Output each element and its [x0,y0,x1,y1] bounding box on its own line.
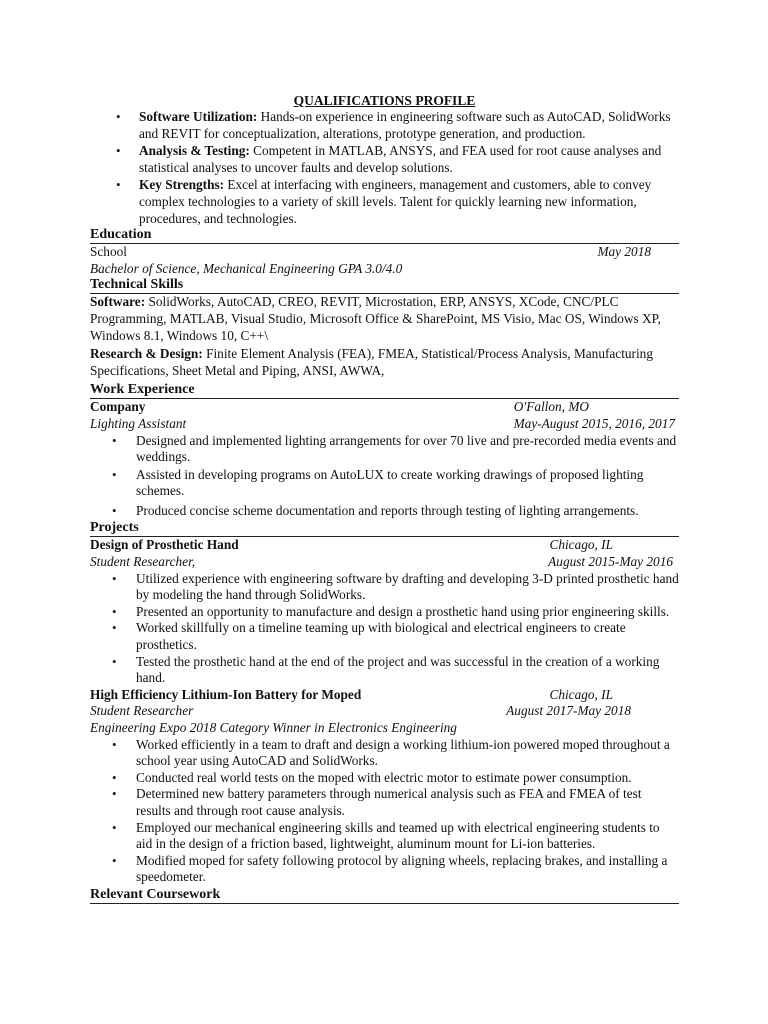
research-label: Research & Design: [90,346,203,362]
software-skills [90,294,679,344]
software-label: Software: [90,294,146,310]
project-dates: August 2015-May 2016 [548,554,673,570]
company-location: O'Fallon, MO [513,399,589,415]
bullet-text: Hands-on experience in engineering software such as AutoCAD, SolidWorks and REVIT for conceptualization, alterations, prototype generation, and production. [139,109,671,141]
work-bullets [90,433,679,520]
project-title-row [90,537,679,554]
graduation-date: May 2018 [597,244,651,260]
list-item: • Determined new battery parameters through numerical analysis such as FEA and FMEA of test results and through root cause analysis. [90,786,679,819]
school-name: School [90,244,127,260]
bullet-label: Software Utilization: [139,109,258,124]
project-role: Student Researcher [90,703,194,719]
project-dates: August 2017-May 2018 [506,703,631,719]
list-item: • Presented an opportunity to manufacture and design a prosthetic hand using prior engineering skills. [90,604,679,621]
list-item: • Employed our mechanical engineering skills and teamed up with electrical engineering students to aid in the design of a friction based, lightweight, aluminum mount for Li-ion batteries. [90,820,679,853]
list-item: • Modified moped for safety following protocol by aligning wheels, replacing brakes, and installing a speedometer. [90,853,679,886]
project-role-row [90,703,679,720]
project-title-row [90,687,679,704]
list-item: • Utilized experience with engineering software by drafting and developing 3-D printed prosthetic hand by modeling the hand through SolidWorks. [90,571,679,604]
list-item: • Assisted in developing programs on AutoLUX to create working drawings of proposed lighting schemes. [90,467,679,500]
coursework-heading: Relevant Coursework [90,887,679,904]
list-item [90,143,679,176]
education-school-row [90,244,679,261]
project-role: Student Researcher, [90,554,196,570]
list-item [90,177,679,227]
list-item: • Produced concise scheme documentation and reports through testing of lighting arrangements. [90,503,679,520]
degree-line: Bachelor of Science, Mechanical Engineering GPA 3.0/4.0 [90,260,403,276]
bullet-text: Excel at interfacing with engineers, management and customers, able to convey complex technologies to a variety of skill levels. Talent for quickly learning new information, procedures, and technologies. [139,177,652,226]
job-dates: May-August 2015, 2016, 2017 [513,415,675,431]
resume-content [90,92,679,904]
list-item: • Designed and implemented lighting arrangements for over 70 live and pre-recorded media events and weddings. [90,433,679,466]
project-bullets [90,571,679,687]
list-item: • Worked skillfully on a timeline teaming up with biological and electrical engineers to create prosthetics. [90,620,679,653]
project-title: High Efficiency Lithium-Ion Battery for Moped [90,686,362,702]
bullet-text: Competent in MATLAB, ANSYS, and FEA used for root cause analyses and statistical analyses to uncover faults and develop solutions. [139,143,662,175]
company-row [90,399,679,416]
list-item: • Tested the prosthetic hand at the end of the project and was successful in the creation of a working hand. [90,654,679,687]
bullet-label: Analysis & Testing: [139,143,250,159]
qualifications-title: QUALIFICATIONS PROFILE [293,93,476,108]
list-item: • Worked efficiently in a team to draft and design a working lithium-ion powered moped throughout a school year using AutoCAD and SolidWorks. [90,737,679,770]
project-location: Chicago, IL [549,686,613,702]
project-award-note: Engineering Expo 2018 Category Winner in Electronics Engineering [90,720,457,735]
list-item: • Conducted real world tests on the moped with electric motor to estimate power consumption. [90,770,679,787]
project-bullets [90,737,679,886]
projects-heading: Projects [90,520,679,537]
research-skills [90,346,679,379]
research-text: Finite Element Analysis (FEA), FMEA, Statistical/Process Analysis, Manufacturing Specifications, Sheet Metal and Piping, ANSI, AWWA, [90,346,653,378]
education-heading: Education [90,227,679,244]
work-experience-heading: Work Experience [90,382,679,399]
list-item [90,109,679,142]
qualifications-list [90,109,679,227]
bullet-label: Key Strengths: [139,177,225,193]
software-text: SolidWorks, AutoCAD, CREO, REVIT, Microstation, ERP, ANSYS, XCode, CNC/PLC Programming, MATLAB, Visual Studio, Microsoft Office & SharePoint, MS Visio, Mac OS, Windows XP, Windows 8.1, Windows 10, C++\ [90,294,661,343]
job-role: Lighting Assistant [90,415,187,431]
project-role-row [90,554,679,571]
technical-skills-heading: Technical Skills [90,277,679,294]
project-location: Chicago, IL [549,537,613,553]
company-name: Company [90,399,146,415]
role-row [90,416,679,433]
project-title: Design of Prosthetic Hand [90,537,239,553]
